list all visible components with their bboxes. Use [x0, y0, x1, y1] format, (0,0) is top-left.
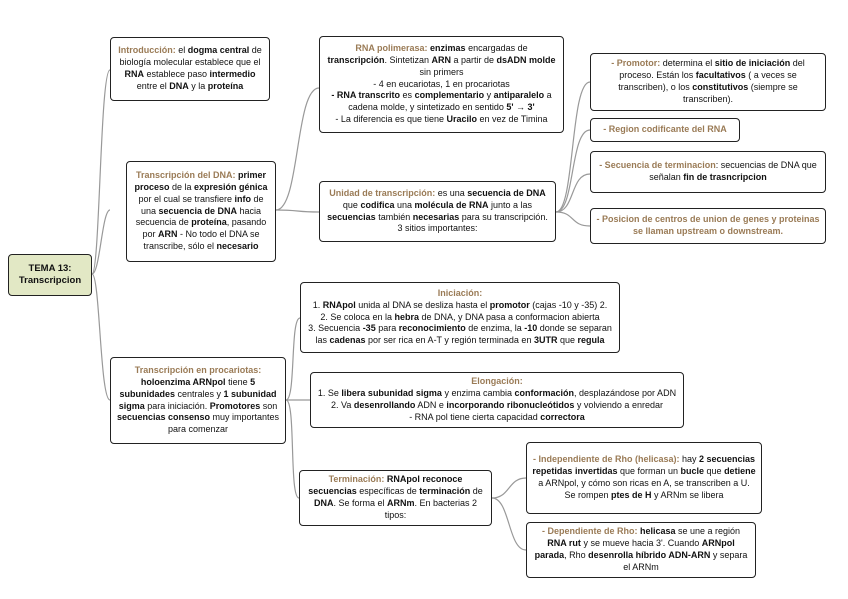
promotor-heading: - Promotor: — [611, 58, 661, 69]
intro-heading: Introducción: — [118, 45, 176, 56]
unidad-heading: Unidad de transcripción: — [329, 187, 436, 198]
dependiente-rho-heading: - Dependiente de Rho: — [541, 526, 638, 537]
root-line-1: TEMA 13: — [28, 262, 72, 274]
region-heading: - Region codificante del RNA — [603, 124, 727, 135]
unidad-node: Unidad de transcripción: es una secuencia de DNA que codifica una molécula de RNA junto a las secuencias también necesarias para su transcripción. 3 sitios importantes: — [319, 181, 556, 242]
rnapol-heading: RNA polimerasa: — [355, 42, 428, 53]
secuencia-terminacion-heading: - Secuencia de terminacion — [599, 160, 716, 171]
elongacion-heading: Elongación: — [471, 376, 523, 387]
dependiente-rho-node: - Dependiente de Rho: helicasa se une a región RNA rut y se mueve hacia 3'. Cuando ARNpol parada, Rho desenrolla híbrido ADN-ARN y separa el ARNm — [526, 522, 756, 578]
iniciacion-heading: Iniciación: — [437, 287, 483, 298]
elongacion-node: Elongación: 1. Se libera subunidad sigma y enzima cambia conformación, desplazándose por ADN 2. Va desenrollando ADN e incorporando ribonucleótidos y volviendo a enredar - RNA pol tiene cierta capacidad correctora — [310, 372, 684, 428]
intro-node: Introducción: el dogma central de biología molecular establece que el RNA establece paso intermedio entre el DNA y la proteína — [110, 37, 270, 101]
root-line-2: Transcripcion — [18, 275, 82, 286]
root-topic — [8, 254, 92, 296]
procariotas-node: Transcripción en procariotas: holoenzima ARNpol tiene 5 subunidades centrales y 1 subunidad sigma para iniciación. Promotores son secuencias consenso muy importantes para comenzar — [110, 357, 286, 444]
independiente-rho-heading: - Independiente de Rho (helicasa): — [532, 454, 680, 465]
rnapol-node: RNA polimerasa: enzimas encargadas de transcripción. Sintetizan ARN a partir de dsADN molde sin primers - 4 en eucariotas, 1 en procariotas - RNA transcrito es complementario y antiparalelo a cadena molde, y sintetizado en sentido 5' → 3' - La diferencia es que tiene Uracilo en vez de Timina — [319, 36, 564, 133]
iniciacion-node: Iniciación: 1. RNApol unida al DNA se desliza hasta el promotor (cajas -10 y -35) 2. 2. Se coloca en la hebra de DNA, y DNA pasa a conformacion abierta 3. Secuencia -35 para reconocimiento de enzima, la -10 donde se separan las cadenas por ser rica en A-T y región terminada en 3UTR que regula — [300, 282, 620, 353]
independiente-rho-node: - Independiente de Rho (helicasa): hay 2 secuencias repetidas invertidas que forman un bucle que detiene a ARNpol, y cómo son ricas en A, se transcriben a U. Se rompen ptes de H y ARNm se libera — [526, 442, 762, 514]
posicion-node — [590, 208, 826, 244]
terminacion-heading: Terminación: — [328, 474, 385, 485]
terminacion-node: Terminación: RNApol reconoce secuencias específicas de terminación de DNA. Se forma el ARNm. En bacterias 2 tipos: — [299, 470, 492, 526]
secuencia-terminacion-node: - Secuencia de terminacion: secuencias de DNA que señalan fin de trasncripcion — [590, 151, 826, 193]
procariotas-heading: Transcripción en procariotas: — [134, 364, 262, 375]
transcripcion-node: Transcripción del DNA: primer proceso de la expresión génica por el cual se transfiere info de una secuencia de DNA hacia secuencia de proteína, pasando por ARN - No todo el DNA se transcribe, sólo el necesario — [126, 161, 276, 262]
transcripcion-heading: Transcripción del DNA: — [135, 169, 236, 180]
promotor-node: - Promotor: determina el sitio de iniciación del proceso. Están los facultativos ( a veces se transcriben), o los constitutivos (siempre se transcriben). — [590, 53, 826, 111]
posicion-heading: - Posicion de centros de union de genes y proteinas se llaman upstream o downstream. — [596, 214, 820, 236]
region-node — [590, 118, 740, 142]
